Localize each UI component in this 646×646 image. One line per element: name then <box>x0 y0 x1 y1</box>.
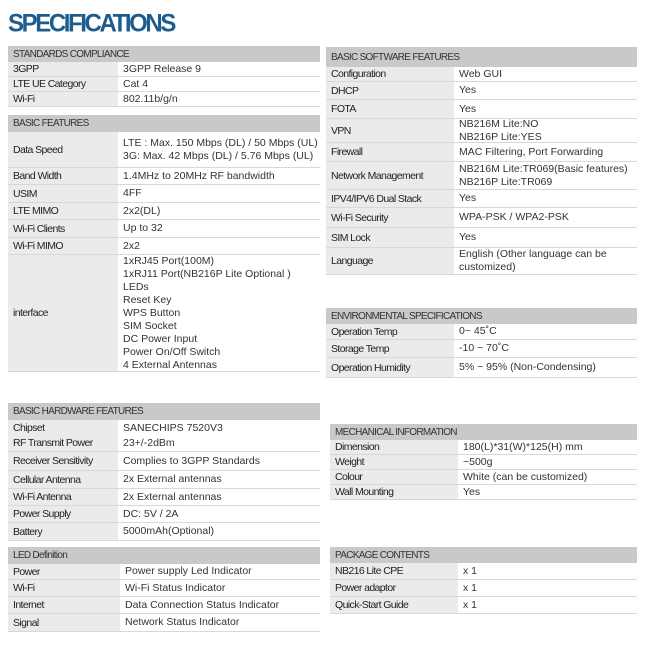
spec-row <box>330 563 637 580</box>
spec-label: Receiver Sensitivity <box>8 452 118 470</box>
spec-value: Cat 4 <box>123 77 149 90</box>
spec-row <box>326 82 637 100</box>
spec-label: Operation Temp <box>326 324 454 339</box>
spec-row <box>330 597 637 614</box>
spec-value: 802.11b/g/n <box>123 92 178 105</box>
spec-value: 1xRJ45 Port(100M) 1xRJ11 Port(NB216P Lite Optional ) LEDs Reset Key WPS Button SIM Socket DC Power Input Power On/Off Switch 4 External Antennas <box>123 254 291 371</box>
mechanical-section <box>330 424 637 500</box>
spec-label: IPV4/IPV6 Dual Stack <box>326 190 454 207</box>
spec-label: Battery <box>8 523 118 540</box>
section-header: MECHANICAL INFORMATION <box>330 424 637 440</box>
spec-value: Data Connection Status Indicator <box>125 598 280 611</box>
spec-row <box>330 455 637 470</box>
spec-label: Wi-Fi <box>8 92 118 106</box>
spec-value: Complies to 3GPP Standards <box>123 454 260 467</box>
spec-row <box>326 119 637 143</box>
software-section <box>326 47 637 275</box>
spec-row <box>8 185 320 203</box>
hardware-section <box>8 403 320 541</box>
spec-label: Wi-Fi Security <box>326 208 454 227</box>
spec-row <box>326 190 637 208</box>
spec-value: MAC Filtering, Port Forwarding <box>459 145 604 158</box>
spec-label: VPN <box>326 119 454 142</box>
spec-value: ~500g <box>463 455 493 468</box>
spec-label: Weight <box>330 455 458 469</box>
spec-label: Wi-Fi <box>8 580 120 596</box>
spec-label: LTE UE Category <box>8 77 118 91</box>
spec-label: Wi-Fi MIMO <box>8 238 118 254</box>
spec-value: Yes <box>459 102 477 115</box>
spec-label: Operation Humidity <box>326 358 454 377</box>
spec-row <box>326 143 637 162</box>
spec-row <box>8 597 320 614</box>
spec-label: Signal <box>8 614 120 631</box>
spec-value: 0~ 45˚C <box>459 325 497 337</box>
basic-section <box>8 115 320 372</box>
spec-label: Language <box>326 248 454 274</box>
spec-row <box>8 523 320 541</box>
spec-row <box>8 580 320 597</box>
spec-row <box>326 67 637 82</box>
spec-row <box>330 580 637 597</box>
spec-label: Firewall <box>326 143 454 161</box>
spec-label: Cellular Antenna <box>8 471 118 488</box>
spec-value: 2x External antennas <box>123 490 222 503</box>
spec-label: Chipset RF Transmit Power <box>8 420 118 451</box>
environmental-section <box>326 308 637 378</box>
spec-value: 2x2 <box>123 239 140 252</box>
spec-row <box>8 62 320 77</box>
spec-row <box>8 203 320 220</box>
standards-section <box>8 46 320 107</box>
spec-row <box>326 208 637 228</box>
spec-label: USIM <box>8 185 118 202</box>
spec-row <box>330 470 637 485</box>
spec-value: Network Status Indicator <box>125 616 240 628</box>
spec-label: Band Width <box>8 168 118 184</box>
spec-value: Yes <box>459 231 477 243</box>
spec-row <box>8 489 320 506</box>
spec-label: FOTA <box>326 100 454 118</box>
spec-row <box>326 340 637 358</box>
spec-row <box>8 168 320 185</box>
spec-value: Web GUI <box>459 67 502 80</box>
spec-label: Power adaptor <box>330 580 458 596</box>
spec-row <box>8 132 320 168</box>
spec-row <box>326 162 637 190</box>
spec-row <box>330 440 637 455</box>
spec-row <box>8 238 320 255</box>
spec-value: Yes <box>459 84 477 96</box>
spec-label: Configuration <box>326 67 454 81</box>
spec-value: 4FF <box>123 187 142 199</box>
spec-row <box>8 614 320 632</box>
section-header: STANDARDS COMPLIANCE <box>8 46 320 62</box>
spec-row <box>8 220 320 238</box>
section-header: BASIC SOFTWARE FEATURES <box>326 47 637 67</box>
spec-label: LTE MIMO <box>8 203 118 219</box>
spec-label: interface <box>8 255 118 371</box>
spec-value: Wi-Fi Status Indicator <box>125 581 226 594</box>
spec-row <box>8 564 320 580</box>
spec-value: 3GPP Release 9 <box>123 62 202 75</box>
spec-value: Yes <box>463 485 481 498</box>
spec-label: NB216 Lite CPE <box>330 563 458 579</box>
spec-value: Yes <box>459 192 477 204</box>
spec-value: 1.4MHz to 20MHz RF bandwidth <box>123 169 275 182</box>
spec-value: 5000mAh(Optional) <box>123 525 215 537</box>
spec-row <box>8 471 320 489</box>
section-header: PACKAGE CONTENTS <box>330 547 637 563</box>
spec-row <box>330 485 637 500</box>
spec-value: WPA-PSK / WPA2-PSK <box>459 211 569 223</box>
spec-label: Internet <box>8 597 120 613</box>
spec-value: 2x External antennas <box>123 473 222 485</box>
section-header: BASIC FEATURES <box>8 115 320 132</box>
spec-value: NB216M Lite:TR069(Basic features) NB216P Lite:TR069 <box>459 162 628 188</box>
spec-label: 3GPP <box>8 62 118 76</box>
spec-value: LTE : Max. 150 Mbps (DL) / 50 Mbps (UL) 3G: Max. 42 Mbps (DL) / 5.76 Mbps (UL) <box>123 136 318 162</box>
page-title: SPECIFICATIONS <box>8 9 174 38</box>
spec-row <box>326 248 637 275</box>
spec-value: x 1 <box>463 564 478 577</box>
spec-label: Storage Temp <box>326 340 454 357</box>
spec-value: White (can be customized) <box>463 470 588 483</box>
section-header: BASIC HARDWARE FEATURES <box>8 403 320 420</box>
spec-row <box>8 420 320 452</box>
spec-label: Quick-Start Guide <box>330 597 458 613</box>
spec-row <box>326 358 637 378</box>
spec-row <box>8 255 320 372</box>
spec-label: DHCP <box>326 82 454 99</box>
spec-value: x 1 <box>463 598 478 611</box>
spec-label: Wi-Fi Clients <box>8 220 118 237</box>
spec-value: Up to 32 <box>123 222 163 234</box>
spec-label: Power <box>8 564 120 579</box>
spec-value: SANECHIPS 7520V3 23+/-2dBm <box>123 421 223 449</box>
spec-value: -10 ~ 70˚C <box>459 342 509 354</box>
spec-row <box>8 506 320 523</box>
spec-label: Wi-Fi Antenna <box>8 489 118 505</box>
spec-row <box>326 228 637 248</box>
spec-value: 2x2(DL) <box>123 204 161 217</box>
spec-row <box>8 77 320 92</box>
spec-value: x 1 <box>463 581 478 594</box>
package-section <box>330 547 637 614</box>
section-header: LED Definition <box>8 547 320 564</box>
spec-value: Power supply Led Indicator <box>125 565 252 577</box>
led-section <box>8 547 320 632</box>
spec-value: DC: 5V / 2A <box>123 507 179 520</box>
spec-label: Dimension <box>330 440 458 454</box>
spec-row <box>8 92 320 107</box>
spec-value: 180(L)*31(W)*125(H) mm <box>463 440 583 453</box>
spec-row <box>326 100 637 119</box>
spec-row <box>8 452 320 471</box>
spec-value: NB216M Lite:NO NB216P Lite:YES <box>459 117 542 143</box>
spec-row <box>326 324 637 340</box>
spec-value: English (Other language can be customized) <box>459 248 607 273</box>
spec-label: Wall Mounting <box>330 485 458 499</box>
spec-label: Network Management <box>326 162 454 189</box>
spec-label: SIM Lock <box>326 228 454 247</box>
spec-value: 5% ~ 95% (Non-Condensing) <box>459 361 596 373</box>
spec-label: Data Speed <box>8 132 118 167</box>
section-header: ENVIRONMENTAL SPECIFICATIONS <box>326 308 637 324</box>
spec-label: Power Supply <box>8 506 118 522</box>
spec-label: Colour <box>330 470 458 484</box>
